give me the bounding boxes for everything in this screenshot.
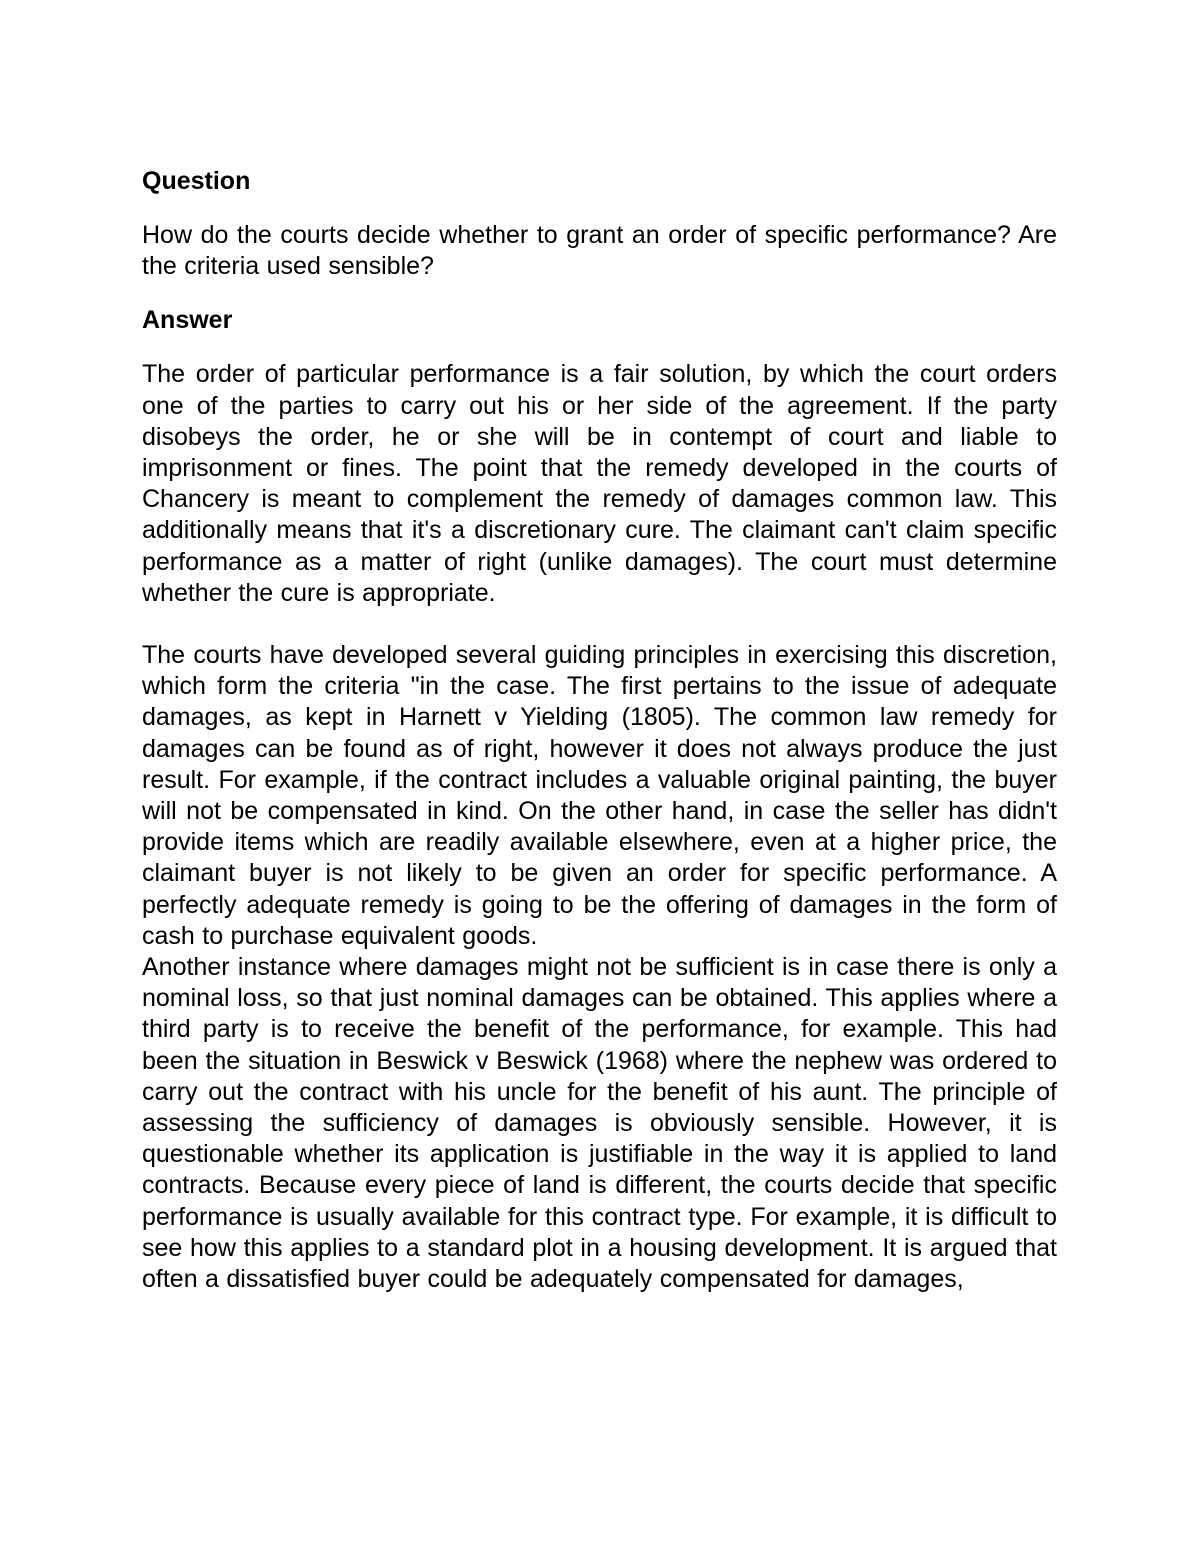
question-heading: Question bbox=[142, 167, 251, 195]
question-text: How do the courts decide whether to grant an order of specific performance? Are the criteria used sensible? bbox=[142, 221, 1057, 281]
answer-paragraph-3: Another instance where damages might not be sufficient is in case there is only a nominal loss, so that just nominal damages can be obtained. This applies where a third party is to receive the benefit of the performance, for example. This had been the situation in Beswick v Beswick (1968) where the nephew was ordered to carry out the contract with his uncle for the benefit of his aunt. The principle of assessing the sufficiency of damages is obviously sensible. However, it is questionable whether its application is justifiable in the way it is applied to land contracts. Because every piece of land is different, the courts decide that specific performance is usually available for this contract type. For example, it is difficult to see how this applies to a standard plot in a housing development. It is argued that often a dissatisfied buyer could be adequately compensated for damages, bbox=[142, 953, 1057, 1294]
answer-paragraph-1: The order of particular performance is a fair solution, by which the court orders one of the parties to carry out his or her side of the agreement. If the party disobeys the order, he or she will be in contempt of court and liable to imprisonment or fines. The point that the remedy developed in the courts of Chancery is meant to complement the remedy of damages common law. This additionally means that it's a discretionary cure. The claimant can't claim specific performance as a matter of right (unlike damages). The court must determine whether the cure is appropriate. bbox=[142, 360, 1057, 607]
document-body bbox=[142, 166, 1057, 1295]
answer-heading: Answer bbox=[142, 306, 233, 335]
answer-paragraph-2: The courts have developed several guiding principles in exercising this discretion, which form the criteria "in the case. The first pertains to the issue of adequate damages, as kept in Harnett v Yielding (1805). The common law remedy for damages can be found as of right, however it does not always produce the just result. For example, if the contract includes a valuable original painting, the buyer will not be compensated in kind. On the other hand, in case the seller has didn't provide items which are readily available elsewhere, even at a higher price, the claimant buyer is not likely to be given an order for specific performance. A perfectly adequate remedy is going to be the offering of damages in the form of cash to purchase equivalent goods. bbox=[142, 641, 1057, 950]
